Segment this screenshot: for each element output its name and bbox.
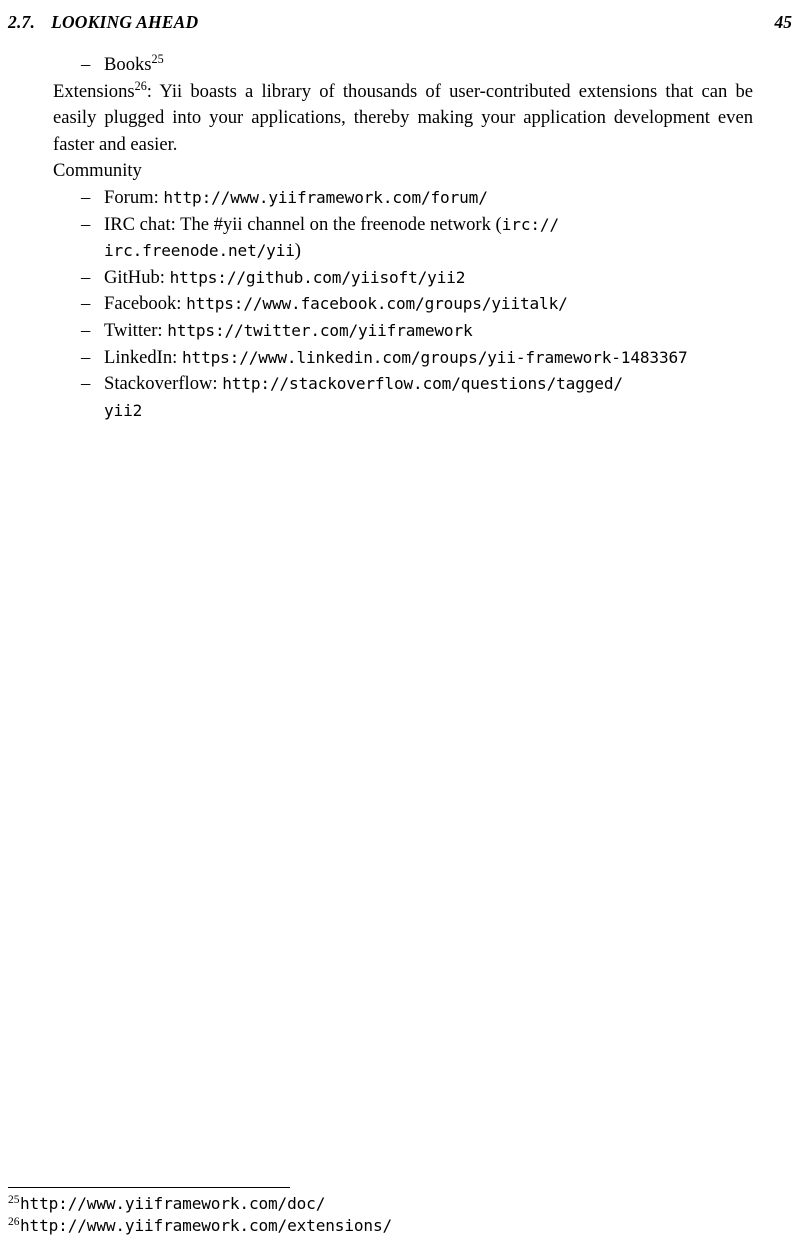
stackoverflow-url-part1[interactable]: http://stackoverflow.com/questions/tagged/ <box>222 374 623 394</box>
dash-marker: – <box>81 186 91 208</box>
footnote-number: 25 <box>8 1193 20 1206</box>
community-heading: Community <box>53 160 142 182</box>
list-item-facebook <box>53 291 753 318</box>
books-list <box>53 52 753 79</box>
dash-marker: – <box>81 373 91 395</box>
footnote-26 <box>8 1215 792 1237</box>
footnote-rule <box>8 1187 290 1188</box>
running-head-section <box>8 12 198 33</box>
irc-continuation <box>104 238 753 265</box>
dash-marker: – <box>81 213 91 235</box>
irc-url-part1[interactable]: irc:// <box>501 214 559 234</box>
extensions-text: : Yii boasts a library of thousands of user-contributed extensions that can be easily plugged into your applications, thereby making your application development even faster and easier. <box>53 80 753 155</box>
dash-marker: – <box>81 54 91 75</box>
community-list <box>53 185 753 424</box>
list-item-irc <box>53 212 753 265</box>
list-item-stackoverflow <box>53 371 753 424</box>
page-body <box>53 52 753 424</box>
irc-tail: ) <box>294 240 301 262</box>
footnote-25 <box>8 1193 792 1215</box>
dash-marker: – <box>81 346 91 368</box>
dash-marker: – <box>81 293 91 315</box>
footnote-area <box>8 1187 792 1237</box>
list-item-github <box>53 265 753 292</box>
github-label: GitHub: <box>104 266 165 288</box>
stackoverflow-url-part2[interactable]: yii2 <box>104 400 143 420</box>
list-item-twitter <box>53 318 753 345</box>
running-head-section-number: 2.7. <box>8 12 36 32</box>
extensions-paragraph <box>53 79 753 159</box>
irc-label: IRC chat: The #yii channel on the freenode network ( <box>104 213 502 235</box>
forum-label: Forum: <box>104 186 159 208</box>
dash-marker: – <box>81 266 91 288</box>
footnote-url[interactable]: http://www.yiiframework.com/doc/ <box>20 1194 326 1213</box>
facebook-url[interactable]: https://www.facebook.com/groups/yiitalk/ <box>186 294 568 314</box>
twitter-url[interactable]: https://twitter.com/yiiframework <box>167 320 473 340</box>
footnote-mark: 26 <box>134 78 147 93</box>
footnote-number: 26 <box>8 1215 20 1228</box>
running-head <box>0 12 800 38</box>
stackoverflow-continuation <box>104 398 753 425</box>
list-item-linkedin <box>53 345 753 372</box>
dash-marker: – <box>81 319 91 341</box>
linkedin-url[interactable]: https://www.linkedin.com/groups/yii-framework-1483367 <box>181 347 688 367</box>
twitter-label: Twitter: <box>104 319 163 341</box>
books-label: Books <box>104 54 152 75</box>
running-head-section-title: LOOKING AHEAD <box>51 12 199 32</box>
github-url[interactable]: https://github.com/yiisoft/yii2 <box>169 267 466 287</box>
page-number: 45 <box>774 12 792 32</box>
stackoverflow-label: Stackoverflow: <box>104 373 218 395</box>
extensions-label: Extensions <box>53 80 135 102</box>
linkedin-label: LinkedIn: <box>104 346 178 368</box>
forum-url[interactable]: http://www.yiiframework.com/forum/ <box>163 187 488 207</box>
irc-url-part2[interactable]: irc.freenode.net/yii <box>104 241 295 261</box>
facebook-label: Facebook: <box>104 293 182 315</box>
footnote-url[interactable]: http://www.yiiframework.com/extensions/ <box>20 1216 393 1235</box>
list-item-forum <box>53 185 753 212</box>
footnote-mark: 25 <box>151 51 164 66</box>
list-item <box>53 52 753 79</box>
